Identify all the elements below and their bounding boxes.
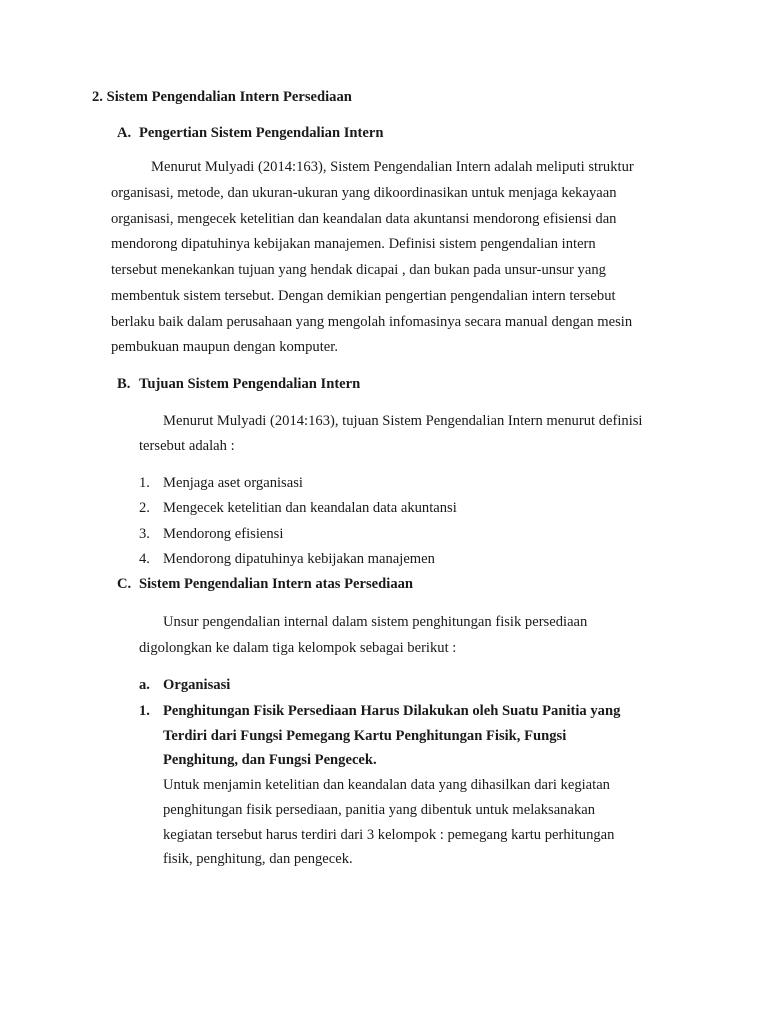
paragraph-a-line: pembukuan maupun dengan komputer. — [111, 339, 338, 355]
item-1-heading-line: Terdiri dari Fungsi Pemegang Kartu Penghitungan Fisik, Fungsi — [163, 728, 567, 744]
paragraph-a-line: tersebut menekankan tujuan yang hendak dicapai , dan bukan pada unsur-unsur yang — [111, 262, 606, 278]
item-1-body-line: fisik, penghitung, dan pengecek. — [163, 851, 353, 867]
subsection-b-title: Tujuan Sistem Pengendalian Intern — [139, 376, 361, 392]
subsection-c-title: Sistem Pengendalian Intern atas Persediaan — [139, 576, 414, 592]
list-item: Mendorong dipatuhinya kebijakan manajemen — [163, 551, 435, 567]
subsection-b-marker: B. — [117, 376, 131, 392]
item-1-heading-line: Penghitung, dan Fungsi Pengecek. — [163, 752, 377, 768]
item-1-body-line: penghitungan fisik persediaan, panitia yang dibentuk untuk melaksanakan — [163, 802, 596, 818]
paragraph-a-line: berlaku baik dalam perusahaan yang mengolah infomasinya secara manual dengan mesin — [111, 314, 633, 330]
paragraph-a-line: Menurut Mulyadi (2014:163), Sistem Pengendalian Intern adalah meliputi struktur — [151, 159, 634, 175]
list-item: Mengecek ketelitian dan keandalan data akuntansi — [163, 500, 457, 516]
list-item: Menjaga aset organisasi — [163, 475, 303, 491]
paragraph-a-line: mendorong dipatuhinya kebijakan manajemen. Definisi sistem pengendalian intern — [111, 236, 596, 252]
item-1-body-line: Untuk menjamin ketelitian dan keandalan data yang dihasilkan dari kegiatan — [163, 777, 610, 793]
sub-a-title: Organisasi — [163, 677, 231, 693]
paragraph-a-line: membentuk sistem tersebut. Dengan demikian pengertian pengendalian intern tersebut — [111, 288, 616, 304]
subsection-c-marker: C. — [117, 576, 132, 592]
item-1-body-line: kegiatan tersebut harus terdiri dari 3 kelompok : pemegang kartu perhitungan — [163, 827, 615, 843]
paragraph-c-line: Unsur pengendalian internal dalam sistem penghitungan fisik persediaan — [163, 614, 588, 630]
paragraph-b-line: tersebut adalah : — [139, 438, 235, 454]
list-item: Mendorong efisiensi — [163, 526, 284, 542]
paragraph-c-line: digolongkan ke dalam tiga kelompok sebagai berikut : — [139, 640, 457, 656]
sub-a-marker: a. — [139, 677, 150, 693]
list-item-number: 3. — [139, 526, 150, 542]
item-1-heading-line: Penghitungan Fisik Persediaan Harus Dilakukan oleh Suatu Panitia yang — [163, 703, 621, 719]
paragraph-b-line: Menurut Mulyadi (2014:163), tujuan Sistem Pengendalian Intern menurut definisi — [163, 413, 643, 429]
subsection-a-title: Pengertian Sistem Pengendalian Intern — [139, 125, 384, 141]
list-item-number: 2. — [139, 500, 150, 516]
list-item-number: 4. — [139, 551, 150, 567]
section-title: 2. Sistem Pengendalian Intern Persediaan — [92, 89, 352, 105]
item-1-number: 1. — [139, 703, 150, 719]
subsection-a-marker: A. — [117, 125, 132, 141]
paragraph-a-line: organisasi, metode, dan ukuran-ukuran yang dikoordinasikan untuk menjaga kekayaan — [111, 185, 617, 201]
paragraph-a-line: organisasi, mengecek ketelitian dan keandalan data akuntansi mendorong efisiensi dan — [111, 211, 617, 227]
list-item-number: 1. — [139, 475, 150, 491]
